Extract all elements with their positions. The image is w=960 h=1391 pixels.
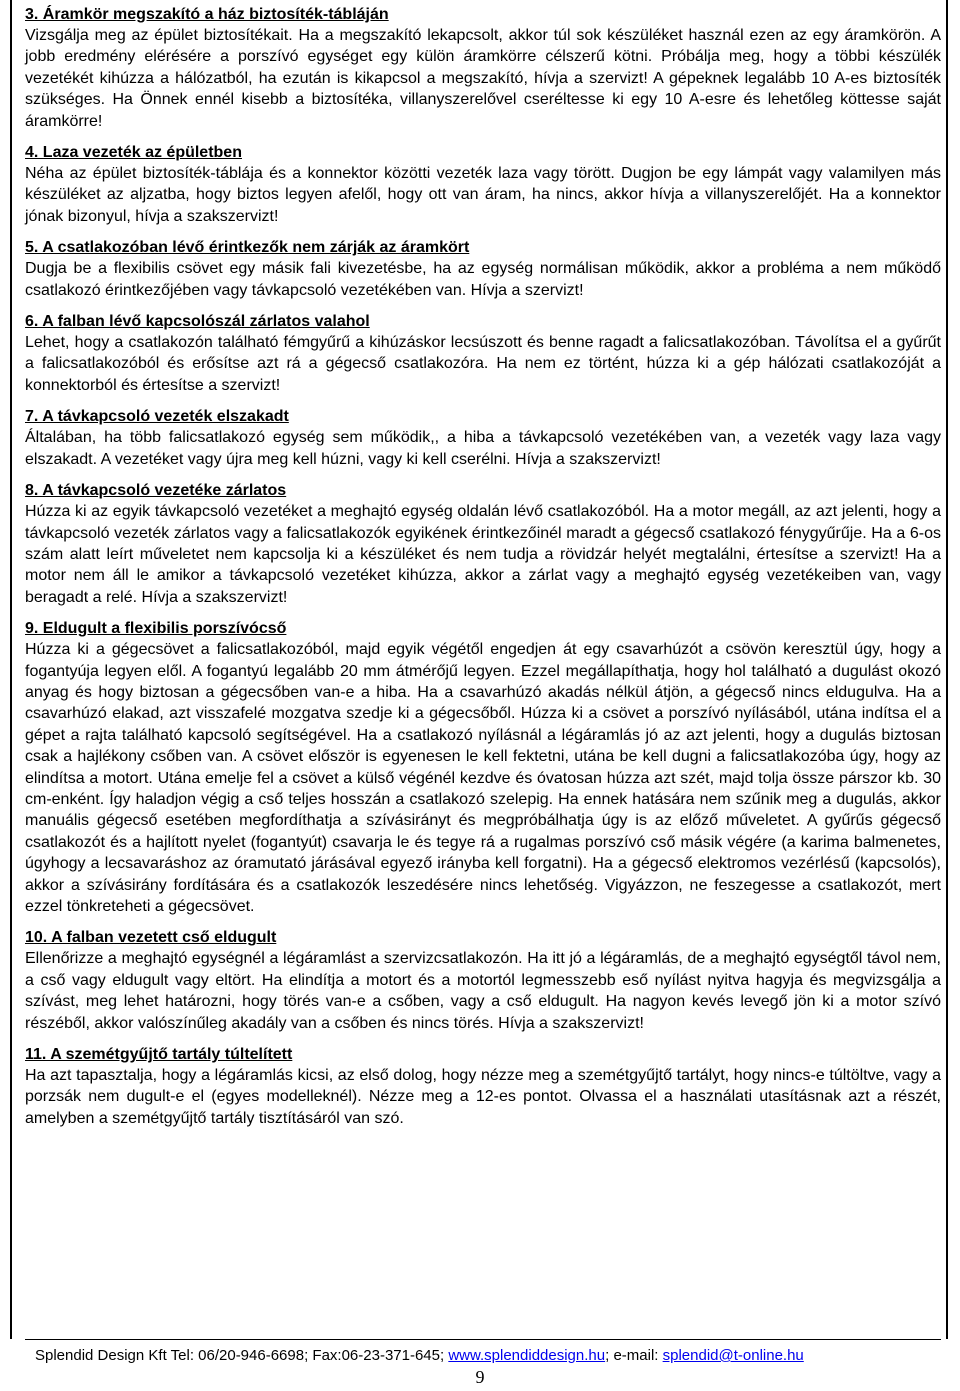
section-3 (25, 4, 941, 132)
right-border-line (946, 0, 948, 1339)
section-7 (25, 406, 941, 470)
section-heading: 7. A távkapcsoló vezeték elszakadt (25, 408, 289, 426)
section-heading: 11. A szemétgyűjtő tartály túltelített (25, 1046, 293, 1064)
footer (35, 1347, 935, 1365)
section-heading: 5. A csatlakozóban lévő érintkezők nem zárják az áramkört (25, 239, 470, 257)
left-border-line (10, 0, 12, 1339)
footer-email-label: ; e-mail: (605, 1347, 663, 1364)
section-body: Vizsgálja meg az épület biztosítékait. Ha a megszakító lekapcsolt, akkor túl sok készüléket használ ezen az egy áramkörön. A jobb eredmény elérésére a porszívó egységet egy külön áramkörre célszerű kötni. Próbálja meg, hogy a többi készülék vezetékét kihúzza a hálózatból, ha ezután is kikapcsol a megszakító, hívja a szervizt! A gépeknek legalább 10 A-es biztosíték szükséges. Ha Önnek ennél kisebb a biztosítéka, villanyszerelővel cseréltesse ki egy 10 A-esre és lehetőleg köttesse saját áramkörre! (25, 27, 941, 130)
section-heading: 8. A távkapcsoló vezetéke zárlatos (25, 482, 287, 500)
section-body: Dugja be a flexibilis csövet egy másik fali kivezetésbe, ha az egység normálisan működik, akkor a probléma a nem működő csatlakozó érintkezőjében vagy távkapcsoló vezetékében van. Hívja a szervizt! (25, 260, 941, 299)
section-heading: 10. A falban vezetett cső eldugult (25, 929, 277, 947)
section-body: Lehet, hogy a csatlakozón található fémgyűrű a kihúzáskor lecsúszott és benne ragadt a falicsatlakozóban. Távolítsa el a gyűrűt a falicsatlakozóból és erősítse azt rá a gégecső csatlakozóra. Ha nem ez történt, húzza ki a gép hálózati csatlakozóját a konnektorból és értesítse a szervizt! (25, 334, 941, 394)
section-body: Ellenőrizze a meghajtó egységnél a légáramlást a szervizcsatlakozón. Ha itt jó a légáramlás, de a meghajtó egységtől távol nem, a cső vagy eldugult vagy eltört. Ha elindítja a motort és a motortól legmesszebb eső nyílást nyitva hagyja és megvizsgálja a szívást, meg lehet határozni, hogy törés van-e a csőben, vagy a cső eldugult. Ha nagyon kevés levegő jön ki a motor szívó részéből, akkor valószínűleg akadály van a csőben és nincs törés. Hívja a szakszervizt! (25, 950, 941, 1032)
website-link[interactable]: www.splendiddesign.hu (448, 1347, 606, 1364)
section-body: Húzza ki a gégecsövet a falicsatlakozóból, majd egyik végétől engedjen át egy csavarhúzót a csövön keresztül úgy, hogy a fogantyúja legyen elől. A fogantyú legalább 20 mm átmérőjű legyen. Ezzel megállapíthatja, hogy hol található a dugulást okozó anyag és hogy biztosan a gégecsőben van-e a hiba. Ha a csavarhúzó akadás nélkül átjön, a gégecső nincs eldugulva. Ha a csavarhúzó elakad, azt visszafelé mozgatva szedje ki a gégecsőből. Húzza ki a csövet a porszívó nyílásából, utána indítsa el a gépet a rajta található kapcsoló segítségével. Ha a csatlakozó nyílásnál a légáramlás jó az azt jelenti, hogy a dugulás biztosan csak a hajlékony csőben van. A csövet először is egyenesen le kell fektetni, utána be kell dugni a falicsatlakozóba úgy, hogy az elindítsa a motort. Utána emelje fel a csövet a külső végénél kezdve és óvatosan húzza azt szét, majd tolja össze párszor kb. 30 cm-enként. Így haladjon végig a cső teljes hosszán a csatlakozó szelepig. Ha ennek hatására nem szűnik meg a dugulás, akkor manuális gégecső esetében megfordíthatja a szívásirányt és megpróbálhatja úgy is az előző műveletet. A gyűrűs gégecső csatlakozót és a hajlított nyelet (fogantyút) csavarja le és tegye rá a rugalmas porszívó cső másik végére (a karima balmenetes, úgyhogy a lecsavaráshoz az óramutató járásával egyező irányba kell forgatni). Ha a gégecső elektromos vezérlésű (kapcsolós), akkor a szívásirány fordítására és a csatlakozók leszedésére nincs lehetőség. Vigyázzon, ne feszegesse a csatlakozót, mert ezzel tönkreteheti a gégecsövet. (25, 641, 941, 915)
footer-divider (25, 1339, 941, 1340)
section-4 (25, 142, 941, 227)
email-link[interactable]: splendid@t-online.hu (662, 1347, 804, 1364)
section-10 (25, 927, 941, 1034)
section-11 (25, 1044, 941, 1129)
section-5 (25, 237, 941, 301)
section-body: Általában, ha több falicsatlakozó egység sem működik,, a hiba a távkapcsoló vezetékében van, a vezeték vagy laza vagy elszakadt. A vezetéket vagy újra meg kell húzni, vagy ki kell cserélni. Hívja a szakszervizt! (25, 429, 941, 468)
section-body: Néha az épület biztosíték-táblája és a konnektor közötti vezeték laza vagy törött. Dugjon be egy lámpát vagy valamilyen más készüléket az aljzatba, hogy biztos legyen afelől, hogy ott van áram, ha nincs, akkor hívja a villanyszerelőjét. Ha a konnektor jónak bizonyul, hívja a szakszervizt! (25, 165, 941, 225)
section-body: Ha azt tapasztalja, hogy a légáramlás kicsi, az első dolog, hogy nézze meg a szemétgyűjtő tartályt, hogy nincs-e túltöltve, vagy a porzsák nem dugult-e el (egyes modelleknél). Nézze meg a 12-es pontot. Olvassa el a használati utasításnak azt a részét, amelyben a szemétgyűjtő tartály tisztításáról van szó. (25, 1067, 941, 1127)
section-6 (25, 311, 941, 396)
page-number: 9 (475, 1367, 485, 1387)
section-heading: 9. Eldugult a flexibilis porszívócső (25, 620, 287, 638)
section-9 (25, 618, 941, 917)
section-heading: 3. Áramkör megszakító a ház biztosíték-tábláján (25, 6, 389, 23)
section-body: Húzza ki az egyik távkapcsoló vezetéket a meghajtó egység oldalán lévő csatlakozóból. Ha a motor megáll, az azt jelenti, hogy a távkapcsoló vezeték zárlatos vagy a falicsatlakozók egyikének érintkezőinél maradt a gégecső csatlakozó fénygyűrűje. Ha a 6-os szám alatt leírt műveletet nem kapcsolja ki a készüléket és nem tudja a rövidzár helyét megtalálni, értesítse a szervizt! Ha a motor nem áll le amikor a távkapcsoló vezetéket kihúzza, akkor a zárlat vagy a meghajtó egység vezetékeiben van, vagy beragadt a relé. Hívja a szakszervizt! (25, 503, 941, 606)
document-content (25, 4, 941, 1139)
section-8 (25, 480, 941, 608)
footer-contact-text: Splendid Design Kft Tel: 06/20-946-6698; Fax:06-23-371-645; (35, 1347, 449, 1364)
section-heading: 4. Laza vezeték az épületben (25, 144, 242, 162)
section-heading: 6. A falban lévő kapcsolószál zárlatos valahol (25, 313, 370, 331)
